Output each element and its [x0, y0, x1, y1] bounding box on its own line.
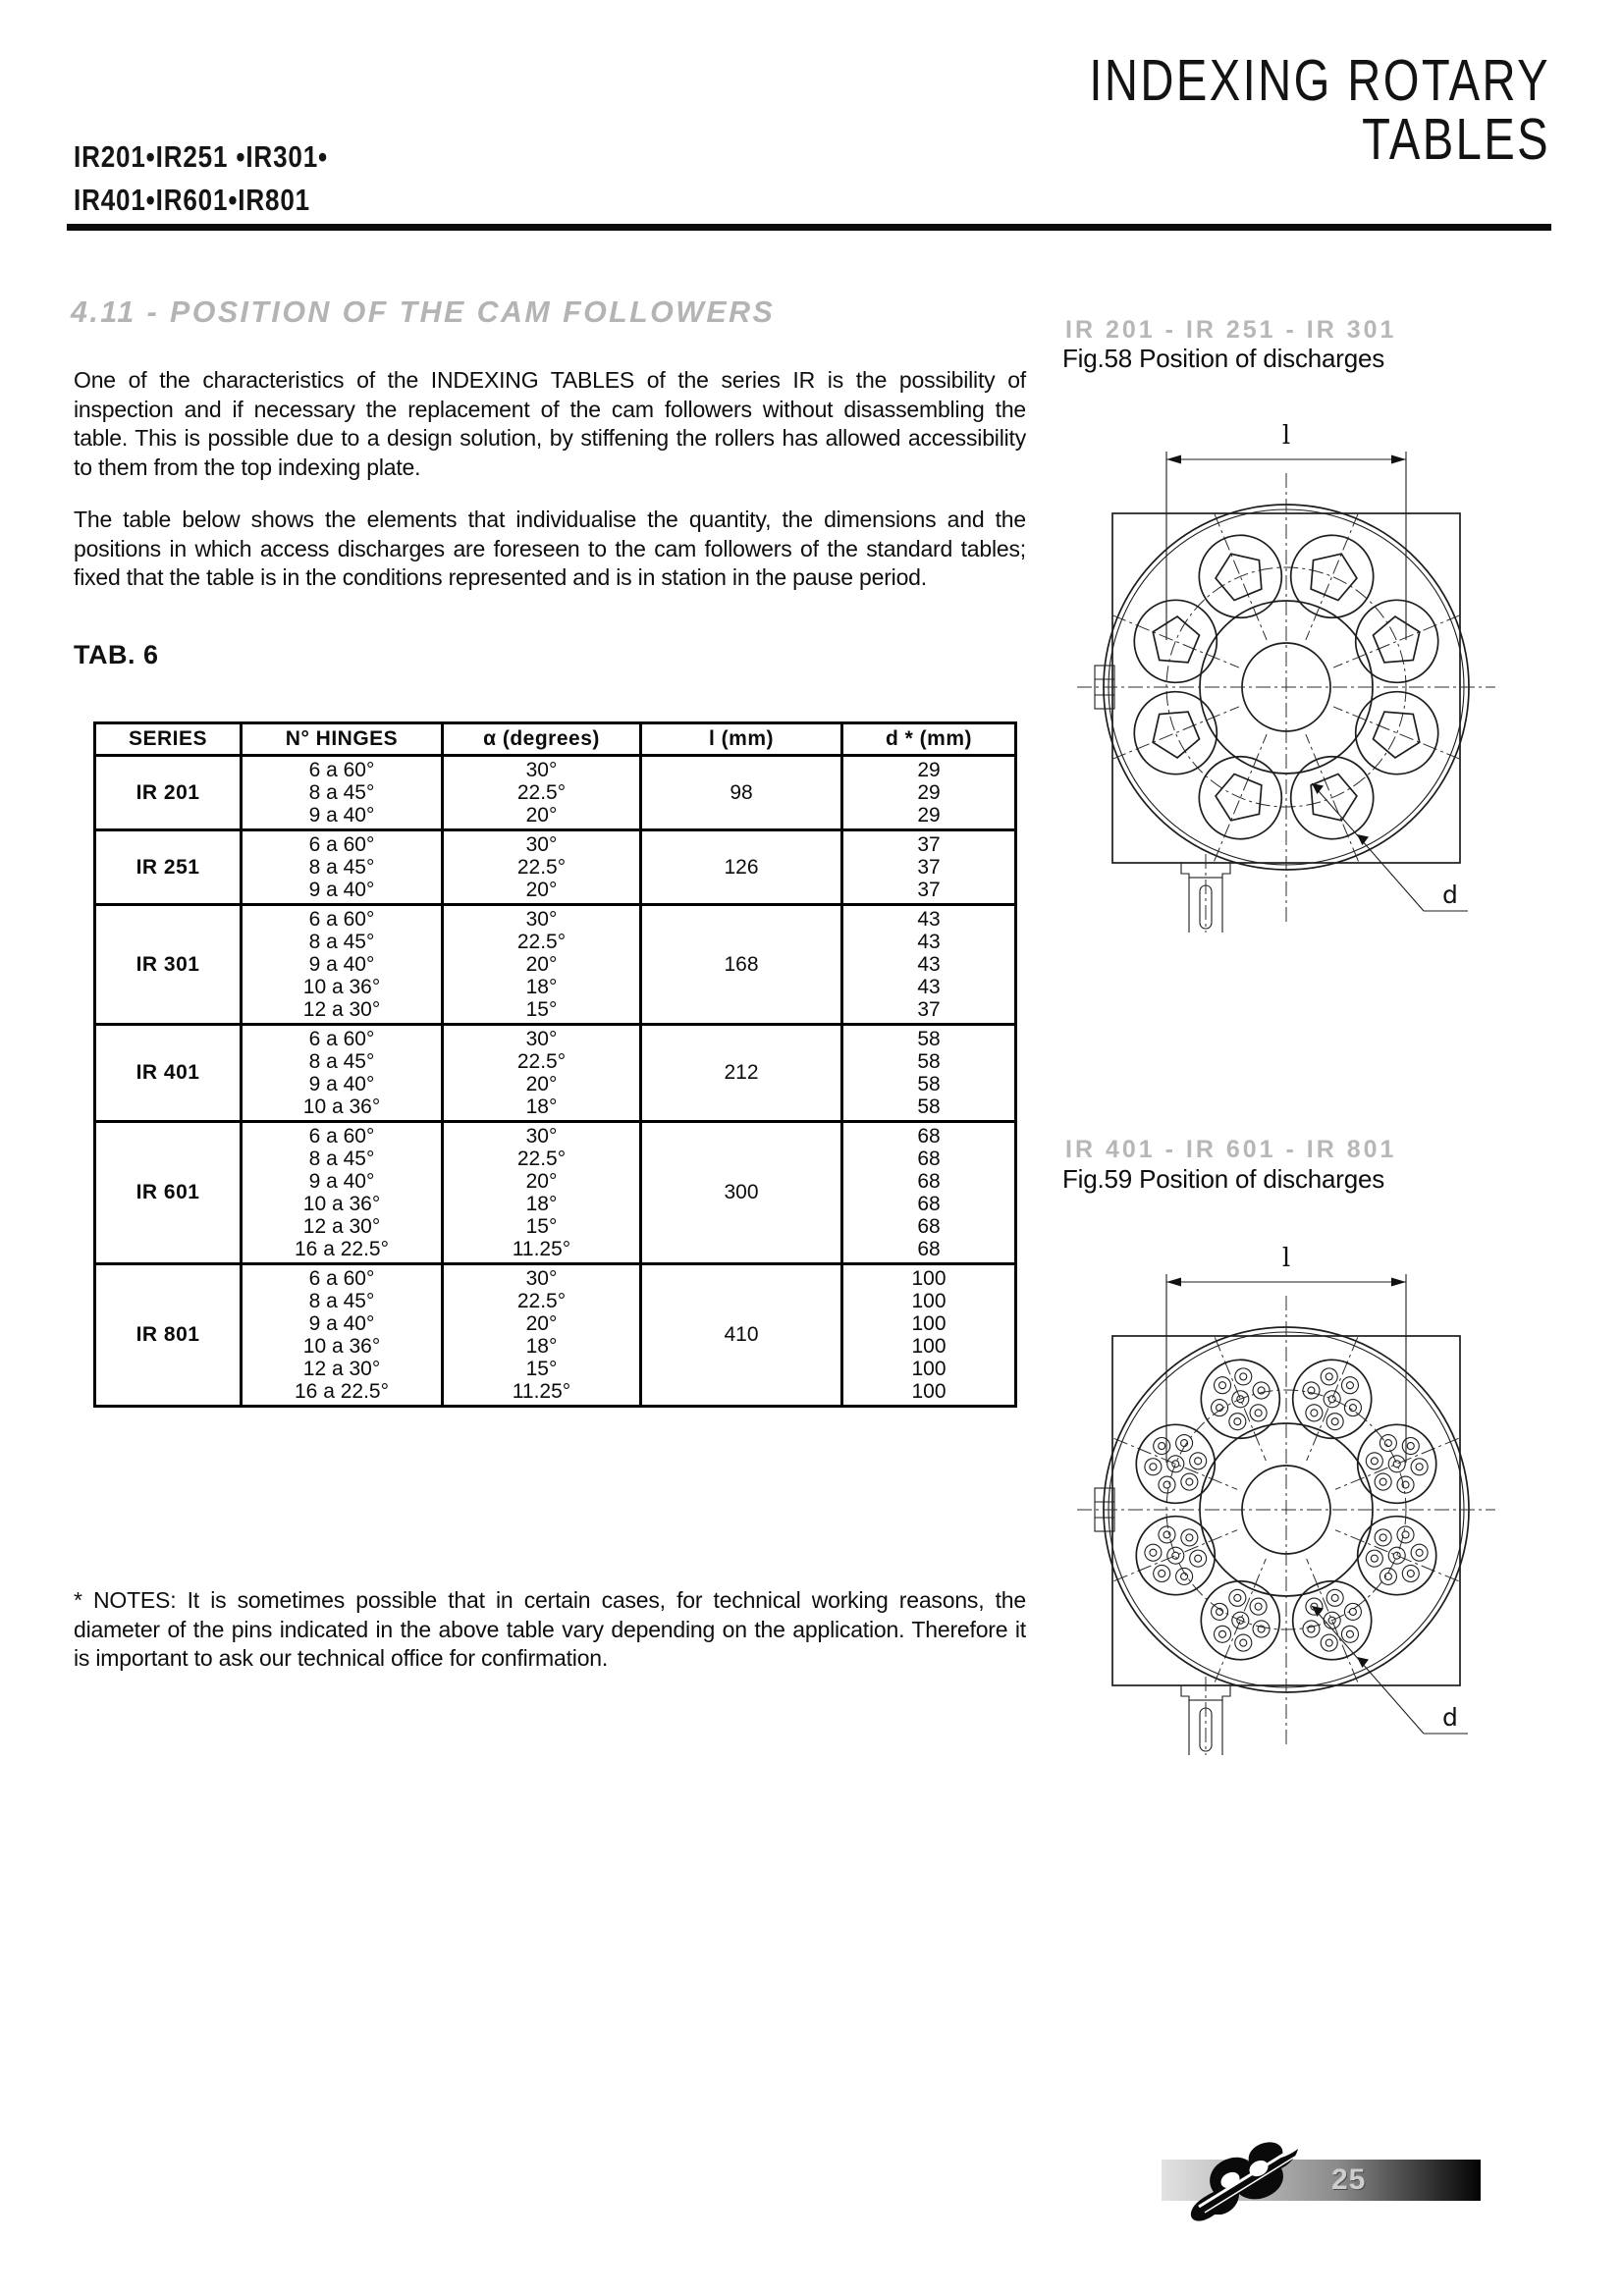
col-header-l: l (mm) — [641, 723, 842, 756]
table-label: TAB. 6 — [74, 640, 159, 669]
alpha-cell: 30° 22.5° 20° — [443, 756, 641, 830]
col-header-series: SERIES — [95, 723, 242, 756]
body-paragraph-1: One of the characteristics of the INDEXING TABLES of the series IR is the possibility of inspection and if necessary the replacement of the cam followers without disassembling the table. This is possible due to a design solution, by stiffening the rollers has allowed accessibility to them from the top indexing plate. — [74, 367, 1026, 480]
col-header-d: d * (mm) — [842, 723, 1016, 756]
fig59-d-label: d — [1442, 1703, 1458, 1732]
brand-logo-icon — [1181, 2136, 1304, 2226]
tab6-group-ir-801 — [95, 1264, 1016, 1407]
fig59-caption: Fig.59 Position of discharges — [1062, 1164, 1385, 1194]
fig58-technical-drawing — [1075, 383, 1497, 933]
fig58-caption: Fig.58 Position of discharges — [1062, 344, 1385, 373]
d-cell: 68 68 68 68 68 68 — [842, 1122, 1016, 1264]
notes-paragraph: * NOTES: It is sometimes possible that in certain cases, for technical working reasons, the diameter of the pins indicated in the above table vary depending on the application. Therefore it is important to ask our technical office for confirmation. — [74, 1587, 1026, 1671]
d-cell: 29 29 29 — [842, 756, 1016, 830]
model-list-line2: IR401•IR601•IR801 — [74, 183, 310, 217]
page-title-line1: INDEXING ROTARY — [1089, 48, 1550, 113]
page-title-line2: TABLES — [1362, 107, 1550, 172]
col-header-hinges: N° HINGES — [242, 723, 443, 756]
tab6-header-row — [95, 723, 1016, 756]
table-plate-outline — [1077, 452, 1495, 933]
header-model-list — [74, 135, 328, 222]
fig59-technical-drawing — [1075, 1205, 1497, 1755]
hinges-cell: 6 a 60° 8 a 45° 9 a 40° 10 a 36° — [242, 1025, 443, 1122]
fig58-d-label: d — [1442, 881, 1458, 909]
l-cell: 300 — [641, 1122, 842, 1264]
tab6-group-ir-201 — [95, 756, 1016, 830]
hinges-cell: 6 a 60° 8 a 45° 9 a 40° 10 a 36° 12 a 30° — [242, 905, 443, 1025]
l-cell: 212 — [641, 1025, 842, 1122]
l-cell: 98 — [641, 756, 842, 830]
l-cell: 168 — [641, 905, 842, 1025]
hinges-cell: 6 a 60° 8 a 45° 9 a 40° 10 a 36° 12 a 30° 16 a 22.5° — [242, 1264, 443, 1407]
tab6-group-ir-251 — [95, 830, 1016, 905]
hinges-cell: 6 a 60° 8 a 45° 9 a 40° 10 a 36° 12 a 30° 16 a 22.5° — [242, 1122, 443, 1264]
alpha-cell: 30° 22.5° 20° — [443, 830, 641, 905]
series-cell: IR 251 — [95, 830, 242, 905]
model-list-line1: IR201•IR251 •IR301• — [74, 139, 329, 174]
tab6-group-ir-401 — [95, 1025, 1016, 1122]
tab6-table — [93, 721, 1017, 1408]
series-cell: IR 601 — [95, 1122, 242, 1264]
body-paragraph-2: The table below shows the elements that individualise the quantity, the dimensions and the positions in which access discharges are foreseen to the cam followers of the standard tables; fixed that the table is in the conditions represented and is in station in the pause period. — [74, 507, 1026, 590]
d-cell: 58 58 58 58 — [842, 1025, 1016, 1122]
table-plate-outline — [1077, 1274, 1495, 1755]
tab6-body — [95, 756, 1016, 1407]
alpha-cell: 30° 22.5° 20° 18° 15° 11.25° — [443, 1122, 641, 1264]
d-cell: 43 43 43 43 37 — [842, 905, 1016, 1025]
alpha-cell: 30° 22.5° 20° 18° — [443, 1025, 641, 1122]
tab6-group-ir-301 — [95, 905, 1016, 1025]
series-cell: IR 801 — [95, 1264, 242, 1407]
l-cell: 126 — [641, 830, 842, 905]
fig59-series-heading: IR 401 - IR 601 - IR 801 — [1065, 1136, 1397, 1163]
d-cell: 100 100 100 100 100 100 — [842, 1264, 1016, 1407]
page-number: 25 — [1331, 2163, 1367, 2196]
alpha-cell: 30° 22.5° 20° 18° 15° 11.25° — [443, 1264, 641, 1407]
hinges-cell: 6 a 60° 8 a 45° 9 a 40° — [242, 756, 443, 830]
series-cell: IR 401 — [95, 1025, 242, 1122]
series-cell: IR 301 — [95, 905, 242, 1025]
fig58-series-heading: IR 201 - IR 251 - IR 301 — [1065, 316, 1397, 344]
col-header-alpha: α (degrees) — [443, 723, 641, 756]
page-title — [1089, 48, 1550, 172]
header-divider — [67, 224, 1551, 231]
section-heading: 4.11 - POSITION OF THE CAM FOLLOWERS — [71, 294, 776, 329]
fig58-dimension-label: l — [1281, 421, 1291, 451]
d-cell: 37 37 37 — [842, 830, 1016, 905]
fig59-dimension-label: l — [1281, 1244, 1291, 1273]
hinges-cell: 6 a 60° 8 a 45° 9 a 40° — [242, 830, 443, 905]
alpha-cell: 30° 22.5° 20° 18° 15° — [443, 905, 641, 1025]
series-cell: IR 201 — [95, 756, 242, 830]
l-cell: 410 — [641, 1264, 842, 1407]
tab6-group-ir-601 — [95, 1122, 1016, 1264]
